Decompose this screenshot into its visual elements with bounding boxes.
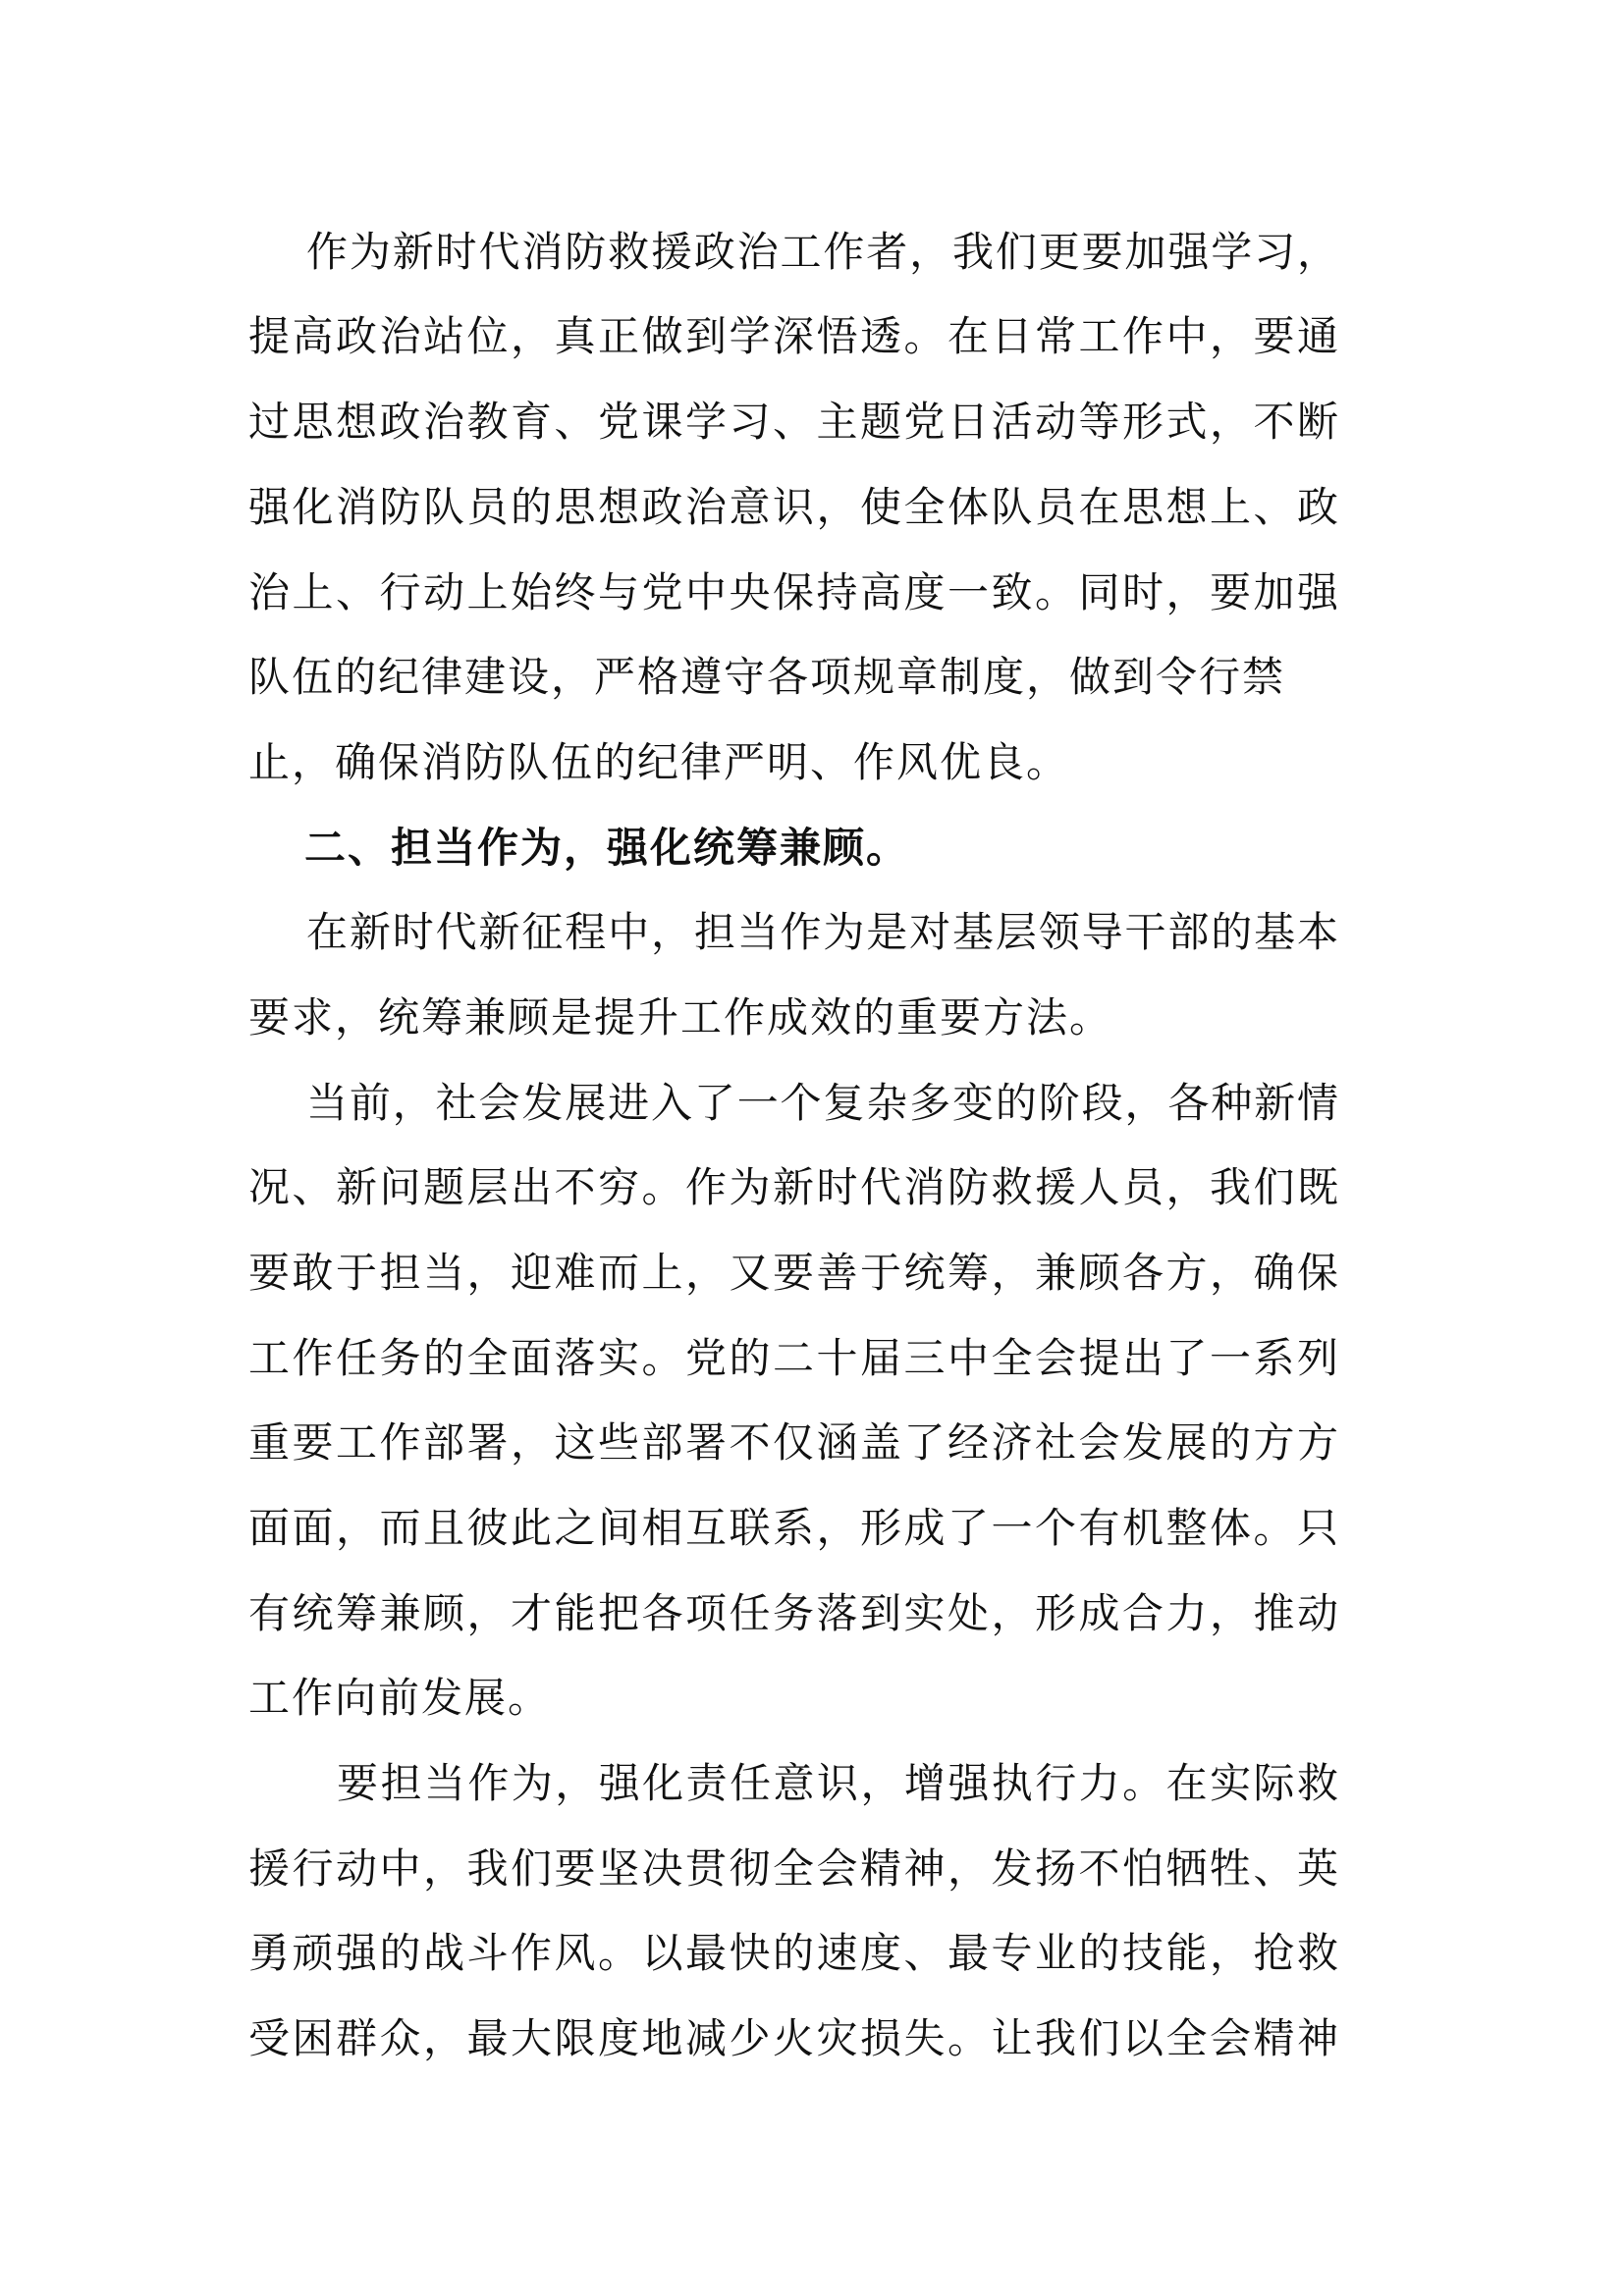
paragraph-line: 要敢于担当，迎难而上，又要善于统筹，兼顾各方，确保: [248, 1249, 1338, 1297]
paragraph-line: 过思想政治教育、党课学习、主题党日活动等形式，不断: [248, 398, 1338, 446]
paragraph-line: 队伍的纪律建设，严格遵守各项规章制度，做到令行禁: [248, 653, 1286, 701]
paragraph-line: 治上、行动上始终与党中央保持高度一致。同时，要加强: [248, 568, 1338, 616]
paragraph-line: 受困群众，最大限度地减少火灾损失。让我们以全会精神: [248, 2014, 1338, 2062]
paragraph-line: 工作任务的全面落实。党的二十届三中全会提出了一系列: [248, 1334, 1338, 1382]
paragraph-line: 要求，统筹兼顾是提升工作成效的重要方法。: [248, 993, 1113, 1041]
paragraph-line: 工作向前发展。: [248, 1674, 552, 1722]
paragraph-line: 勇顽强的战斗作风。以最快的速度、最专业的技能，抢救: [248, 1929, 1338, 1977]
paragraph-line: 止，确保消防队伍的纪律严明、作风优良。: [248, 738, 1070, 786]
paragraph-line: 有统筹兼顾，才能把各项任务落到实处，形成合力，推动: [248, 1589, 1338, 1637]
paragraph-line: 提高政治站位，真正做到学深悟透。在日常工作中，要通: [248, 312, 1338, 360]
paragraph-line: 在新时代新征程中，担当作为是对基层领导干部的基本: [306, 908, 1338, 956]
paragraph-line: 作为新时代消防救援政治工作者，我们更要加强学习，: [306, 228, 1338, 276]
paragraph-line: 强化消防队员的思想政治意识，使全体队员在思想上、政: [248, 483, 1338, 531]
paragraph-line: 况、新问题层出不穷。作为新时代消防救援人员，我们既: [248, 1163, 1338, 1211]
paragraph-line: 当前，社会发展进入了一个复杂多变的阶段，各种新情: [306, 1079, 1338, 1127]
section-heading: 二、担当作为，强化统筹兼顾。: [304, 824, 910, 872]
paragraph-line: 面面，而且彼此之间相互联系，形成了一个有机整体。只: [248, 1504, 1338, 1552]
paragraph-line: 重要工作部署，这些部署不仅涵盖了经济社会发展的方方: [248, 1418, 1338, 1467]
paragraph-line: 要担当作为，强化责任意识，增强执行力。在实际救: [337, 1759, 1338, 1807]
paragraph-line: 援行动中，我们要坚决贯彻全会精神，发扬不怕牺牲、英: [248, 1844, 1338, 1893]
